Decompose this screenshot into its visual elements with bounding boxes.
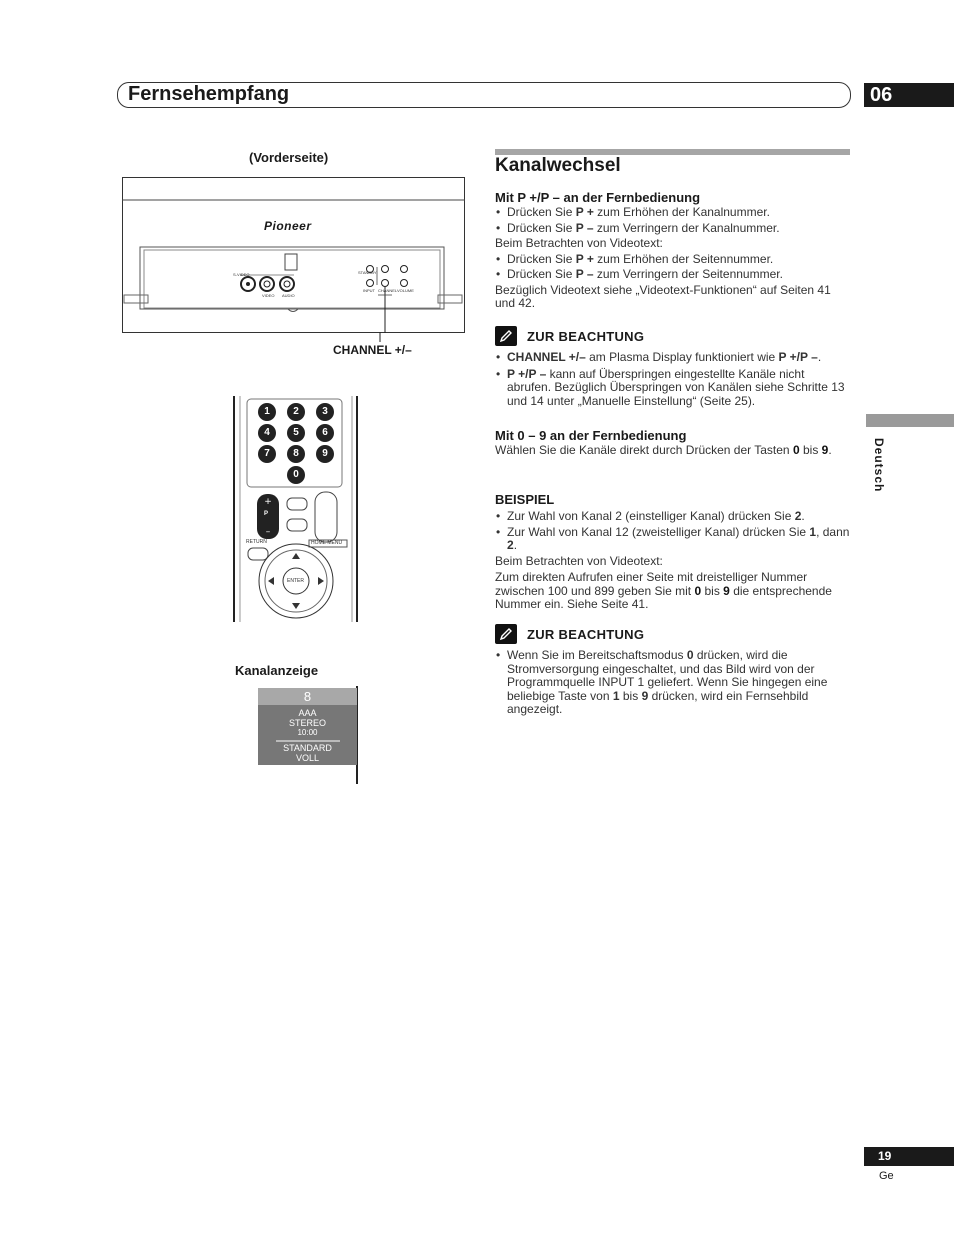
paragraph: Wählen Sie die Kanäle direkt durch Drücken der Tasten 0 bis 9. xyxy=(495,443,832,457)
port-label-1: S-VIDEO xyxy=(233,272,250,277)
standby-label: STANDBY xyxy=(358,270,377,275)
page-number: 19 xyxy=(864,1147,954,1166)
subsection-number-keys xyxy=(495,428,850,458)
list-item: • CHANNEL +/– am Plasma Display funktioniert wie P +/P –. xyxy=(495,351,850,365)
key-4: 4 xyxy=(258,424,276,442)
paragraph: Zum direkten Aufrufen einer Seite mit dreistelliger Nummer zwischen 100 und 899 geben Sie mit 0 bis 9 die entsprechende Nummer ein. Siehe Seite 41. xyxy=(495,570,832,611)
key-0: 0 xyxy=(287,466,305,484)
key-9: 9 xyxy=(316,445,334,463)
note-label: ZUR BEACHTUNG xyxy=(527,328,645,344)
svg-text:+: + xyxy=(264,497,272,507)
input-label: INPUT xyxy=(363,288,375,293)
remote-enter-label: ENTER xyxy=(287,578,304,584)
channel-display-line3: 10:00 xyxy=(297,728,318,737)
port-label-3: AUDIO xyxy=(282,293,295,298)
key-2: 2 xyxy=(287,403,305,421)
brand-logo: Pioneer xyxy=(264,219,312,233)
note-block-1 xyxy=(495,326,850,408)
svg-text:–: – xyxy=(265,527,271,537)
front-panel-illustration xyxy=(122,177,465,333)
videotext-label: Beim Betrachten von Videotext: xyxy=(495,236,663,250)
subsection-title: Mit 0 – 9 an der Fernbedienung xyxy=(495,428,687,443)
language-tab xyxy=(866,414,954,427)
chapter-number: 06 xyxy=(864,83,954,107)
channel-panel-label: CHANNEL xyxy=(378,288,398,293)
channel-display-number: 8 xyxy=(258,688,357,705)
note-pencil-icon xyxy=(495,326,517,346)
channel-display-line4: STANDARD xyxy=(283,743,332,753)
list-item: • Zur Wahl von Kanal 12 (zweistelliger Kanal) drücken Sie 1, dann 2. xyxy=(495,526,850,553)
list-item: • P +/P – kann auf Überspringen eingestellte Kanäle nicht abrufen. Bezüglich Überspringen von Kanälen siehe Schritte 13 und 14 unter „Manuelle Einstellung“ (Seite 25). xyxy=(495,368,850,409)
subsection-p-keys xyxy=(495,190,850,311)
list-item: • Drücken Sie P + zum Erhöhen der Kanalnummer. xyxy=(495,206,850,220)
list-item: • Drücken Sie P – zum Verringern der Kanalnummer. xyxy=(495,222,850,236)
key-5: 5 xyxy=(287,424,305,442)
note-pencil-icon xyxy=(495,624,517,644)
videotext-reference: Bezüglich Videotext siehe „Videotext-Funktionen“ auf Seiten 41 und 42. xyxy=(495,282,831,310)
list-item: • Wenn Sie im Bereitschaftsmodus 0 drücken, wird die Stromversorgung eingeschaltet, und das Bild wird von der Programmquelle INPUT 1 geliefert. Wenn Sie hingegen eine beliebige Taste von 1 bis 9 drücken, wird ein Fernsehbild angezeigt. xyxy=(495,649,850,717)
key-3: 3 xyxy=(316,403,334,421)
example-block xyxy=(495,492,850,612)
channel-display-caption: Kanalanzeige xyxy=(235,663,319,678)
remote-keypad xyxy=(258,403,338,484)
note-block-2 xyxy=(495,624,850,717)
channel-display-line2: STEREO xyxy=(288,718,326,728)
port-label-2: VIDEO xyxy=(262,293,275,298)
channel-display-line5: VOLL xyxy=(295,753,319,763)
list-item: • Drücken Sie P – zum Verringern der Seitennummer. xyxy=(495,268,850,282)
language-label: Deutsch xyxy=(872,438,886,493)
key-8: 8 xyxy=(287,445,305,463)
list-item: • Zur Wahl von Kanal 2 (einstelliger Kanal) drücken Sie 2. xyxy=(495,510,850,524)
volume-label: VOLUME xyxy=(397,288,414,293)
channel-display-divider xyxy=(276,740,340,742)
page-suffix: Ge xyxy=(879,1170,894,1182)
section-title: Kanalwechsel xyxy=(495,155,621,176)
channel-display-line1: AAA xyxy=(298,708,317,718)
remote-p-label: P xyxy=(264,511,269,517)
key-7: 7 xyxy=(258,445,276,463)
note-label: ZUR BEACHTUNG xyxy=(527,626,645,642)
list-item: • Drücken Sie P + zum Erhöhen der Seitennummer. xyxy=(495,253,850,267)
front-caption: (Vorderseite) xyxy=(249,150,329,165)
subsection-title: Mit P +/P – an der Fernbedienung xyxy=(495,190,701,205)
key-1: 1 xyxy=(258,403,276,421)
key-6: 6 xyxy=(316,424,334,442)
channel-leader-line xyxy=(378,332,382,342)
page-title: Fernsehempfang xyxy=(128,83,290,105)
remote-return-label: RETURN xyxy=(246,539,267,545)
example-title: BEISPIEL xyxy=(495,492,555,507)
remote-home-menu-label: HOME MENU xyxy=(311,540,343,546)
channel-caption: CHANNEL +/– xyxy=(333,343,412,357)
videotext-label: Beim Betrachten von Videotext: xyxy=(495,553,663,568)
